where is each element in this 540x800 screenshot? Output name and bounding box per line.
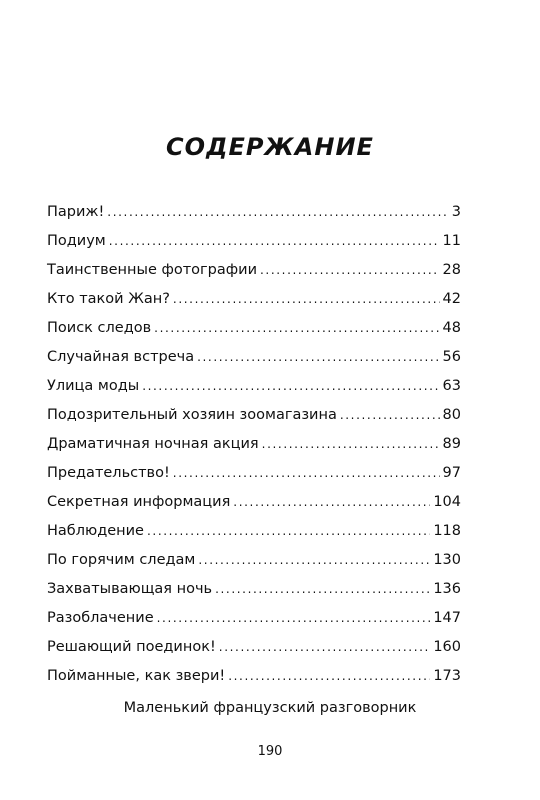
toc-entry-page: 130 (433, 552, 461, 568)
toc-entry-title: Секретная информация (47, 494, 231, 510)
toc-leader-dots (262, 430, 440, 459)
toc-entry-title: Подиум (47, 233, 106, 249)
toc-entry (47, 662, 461, 691)
toc-entry-title: По горячим следам (47, 552, 196, 568)
toc-entry-page: 80 (442, 407, 461, 423)
toc-leader-dots (109, 227, 440, 256)
toc-entry-title: Таинственные фотографии (47, 262, 258, 278)
toc-entry-title: Предательство! (47, 465, 170, 481)
toc-entry-title: Случайная встреча (47, 349, 195, 365)
page-title: СОДЕРЖАНИЕ (166, 133, 374, 161)
toc-entry-page: 28 (442, 262, 461, 278)
toc-entry-title: Захватывающая ночь (47, 581, 213, 597)
toc-entry-page: 147 (433, 610, 461, 626)
toc-entry-page: 136 (433, 581, 461, 597)
toc-entry (47, 575, 461, 604)
toc-leader-dots (107, 198, 448, 227)
toc-entry-page: 104 (433, 494, 461, 510)
toc-entry (47, 285, 461, 314)
toc-entry-page: 97 (442, 465, 461, 481)
toc-leader-dots (228, 662, 430, 691)
toc-leader-dots (197, 343, 439, 372)
toc-entry-page: 48 (442, 320, 461, 336)
toc-entry (47, 227, 461, 256)
toc-entry-title: Наблюдение (47, 523, 144, 539)
toc-entry-title: Решающий поединок! (47, 639, 216, 655)
toc-entry (47, 256, 461, 285)
toc-leader-dots (215, 575, 430, 604)
toc-leader-dots (154, 314, 439, 343)
toc-leader-dots (142, 372, 439, 401)
toc-entry-title: Пойманные, как звери! (47, 668, 226, 684)
toc-entry-title: Поиск следов (47, 320, 152, 336)
toc-entry (47, 488, 461, 517)
toc-entry (47, 198, 461, 227)
toc-entry (47, 633, 461, 662)
toc-entry (47, 459, 461, 488)
toc-leader-dots (157, 604, 431, 633)
toc-leader-dots (198, 546, 430, 575)
toc-entry-page: 160 (433, 639, 461, 655)
table-of-contents (47, 198, 461, 691)
toc-entry-page: 63 (442, 378, 461, 394)
toc-entry-page: 56 (442, 349, 461, 365)
toc-entry (47, 546, 461, 575)
page-number: 190 (257, 744, 283, 759)
toc-leader-dots (340, 401, 440, 430)
toc-entry-title: Подозрительный хозяин зоомагазина (47, 407, 337, 423)
appendix-title: Маленький французский разговорник (123, 700, 417, 716)
toc-entry (47, 401, 461, 430)
toc-entry-title: Разоблачение (47, 610, 154, 626)
toc-entry-page: 118 (433, 523, 461, 539)
toc-entry (47, 604, 461, 633)
toc-entry-page: 11 (442, 233, 461, 249)
toc-entry (47, 372, 461, 401)
toc-entry (47, 517, 461, 546)
toc-entry-page: 3 (451, 204, 461, 220)
toc-entry-page: 89 (442, 436, 461, 452)
toc-entry-title: Улица моды (47, 378, 140, 394)
toc-leader-dots (147, 517, 430, 546)
toc-entry-title: Париж! (47, 204, 105, 220)
toc-entry-page: 173 (433, 668, 461, 684)
toc-entry-page: 42 (442, 291, 461, 307)
toc-entry-title: Драматичная ночная акция (47, 436, 259, 452)
toc-leader-dots (173, 459, 440, 488)
toc-entry (47, 343, 461, 372)
toc-leader-dots (219, 633, 431, 662)
toc-entry (47, 314, 461, 343)
toc-leader-dots (233, 488, 430, 517)
toc-leader-dots (260, 256, 440, 285)
toc-entry (47, 430, 461, 459)
toc-leader-dots (173, 285, 440, 314)
toc-entry-title: Кто такой Жан? (47, 291, 170, 307)
